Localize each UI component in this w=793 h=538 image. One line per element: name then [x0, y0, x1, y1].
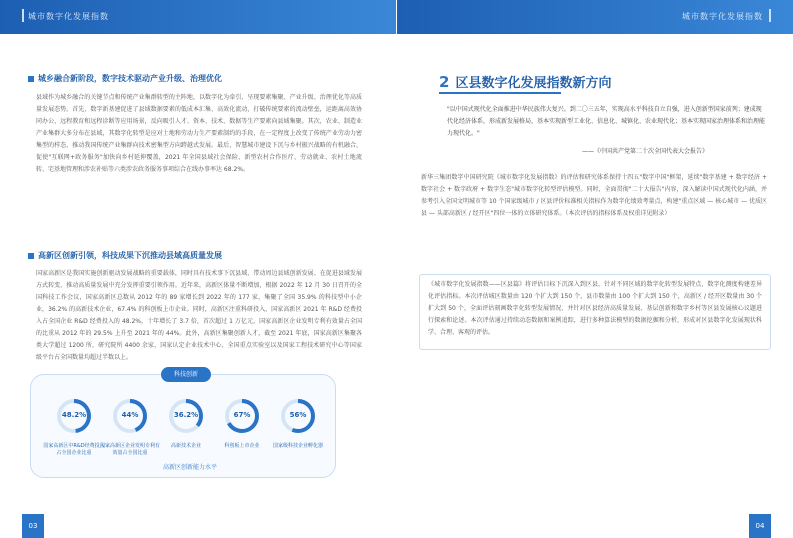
percent-ring [167, 397, 205, 435]
ring-label: 国家高新区企业发明专利有效量占全国比重 [99, 443, 160, 456]
square-bullet-icon [28, 76, 34, 82]
ring-label: 高新技术企业 [170, 443, 201, 449]
scope-box [419, 274, 771, 350]
ring-label: 国家级科技企业孵化器 [272, 443, 323, 449]
left-page [0, 0, 396, 538]
percent-ring [279, 397, 317, 435]
ring-label: 科创板上市企业 [224, 443, 260, 449]
header-accent-bar [22, 9, 24, 22]
ring-value: 48.2% [61, 411, 87, 419]
chapter-underline [439, 92, 561, 94]
left-header-title: 城市数字化发展指数 [28, 12, 109, 21]
right-page-number: 04 [749, 514, 771, 538]
scope-paragraph: 《城市数字化发展指数——区县篇》将评估目标下沉深入到区县，针对不同区域的数字化转型发展特点，数字化测度构建差异化评估指标。本次评估城区数量由 120 个扩大到 150 个，县市数量由 100 个扩大到 150 个，高新区 / 经开区数量由 30 个扩大到 50 个，全面评估刻画数字化转型发展情况，并针对区县经济高质量发展、基层创新和数字乡村等区县发展核心议题进行探索和论述。本次评估通过持续动态数据和案例追踪，进行多种算法模型的数据挖掘和分析，形成对区县数字化发展现状科学、合理、客观的评估。 [428, 281, 762, 336]
right-header-title: 城市数字化发展指数 [682, 12, 763, 21]
percent-ring [111, 397, 149, 435]
ring-value: 44% [121, 411, 139, 419]
percent-ring [55, 397, 93, 435]
right-header [397, 0, 793, 34]
section1-title: 城乡融合新阶段，数字技术驱动产业升级、治理优化 [38, 74, 222, 83]
section1-heading [28, 73, 222, 84]
header-accent-bar [769, 9, 771, 22]
section2-heading [28, 250, 222, 261]
intro-paragraph: 新华三集团数字中国研究院《城市数字化发展指数》的评估和研究体系保持十四五"数字中国"框架，延续"数字基建 + 数字经济 + 数字社会 + 数字政府 + 数字生态"城市数字化转型评估模型。同时，全面贯彻"二十大报告"内容，深入解读中国式现代化内涵，并参考引入全国文明城市等 10 个国家级城市 / 区县评价标准相关指标作为数字化绩效考量点，构建"重点区域 — 核心城市 — 优质区县 — 头部高新区 / 经开区"四位一体的立体研究体系。（本次评估的指标体系及权重详见附录） [421, 174, 767, 217]
infographic-title: 科技创新 [161, 367, 211, 382]
ring-label: 国家高新区中R&D经费投入占全国企业比重 [43, 443, 105, 456]
percent-ring [223, 397, 261, 435]
chapter-title: 区县数字化发展指数新方向 [455, 76, 612, 91]
left-page-number: 03 [22, 514, 44, 538]
square-bullet-icon [28, 253, 34, 259]
quote-source: ——《中国共产党第二十次全国代表大会报告》 [582, 148, 709, 155]
ring-value: 67% [233, 411, 251, 419]
infographic-caption: 高新区创新能力水平 [163, 464, 218, 471]
ring-value: 56% [289, 411, 307, 419]
section2-title: 高新区创新引领，科技成果下沉推动县域高质量发展 [38, 251, 222, 260]
chapter-number: 2 [439, 73, 450, 91]
quote-text: "以中国式现代化全面推进中华民族伟大复兴。到二〇三五年，实现高水平科技自立自强，进入创新型国家前列；建成现代化经济体系，形成新发展格局，基本实现新型工业化、信息化、城镇化、农业现代化；基本实现国家治理体系和治理能力现代化。" [447, 106, 766, 137]
left-header [0, 0, 396, 34]
ring-value: 36.2% [173, 411, 199, 419]
right-page [397, 0, 793, 538]
section2-paragraph: 国家高新区是我国实施创新驱动发展战略的重要载体，同时具有技术事下沉县域，带动周边县域创新发展、在促进县域发展方式转变、推动高质量发展中充分发挥重要引领作用。近年来，高新区体量不断增加，根据 2022 年 12 月 30 日召开的全国科技工作会议，国家高新区总数从 2012 年的 89 家增长到 2022 年的 177 家，集聚了全国 35.9% 的科技型中小企业，36.2% 的高新技术企业，67.4% 的科创板上市企业。同时，高新区注重科研投入，国家高新区 2021 年 R&D 经费投入占全国企业 R&D 经费投入的 48.2%，十年增长了 3.7 倍，首次超过 1 万亿元，国家高新区企业发明专利有效量占全国的比重从 2012 年的 29.5% 上升至 2021 年的 44%。此外，高新区集聚创新人才，截至 2021 年底，国家高新区集聚各类大学超过 1200 所，研究院所 4400 余家，国家认定企业技术中心、全国重点实验室以及国家工程技术研究中心等国家级平台占全国数量均超过半数以上。 [36, 270, 362, 361]
chapter-heading [439, 72, 611, 91]
section1-paragraph: 县域作为城乡融合的关键节点和传统产业集群转型的主阵地，以数字化为牵引，呈现要素集聚、产业升级、治理优化等高质量发展态势。首先，数字新基建促进了县域数据要素的低成本汇集、高效化流动，打破传统要素的流动壁垒，运距离高效协同办公、远程教育和远程诊断等应用场景，反向吸引人才、资本、技术、数据等生产要素向县域集聚。其次，农业、制造业产业集群大多分布在县域，其数字化转型是应对土地和劳动力生产要素制约的手段，在一定程度上改变了传统产业劳动力密集型的样态，推动我国传统产业集群向技术密集型方向跨越式发展。最后，智慧城市建设下沉与乡村振兴战略的有机融合，促使"互联网+政务服务"加快向乡村延伸覆盖，2021 年全国县域社会保险、新型农村合作医疗、劳动就业、农村土地流转、宅基地管理和涉农补贴等六类涉农政务服务事项综合在线办事率达 68.2%。 [36, 94, 362, 173]
